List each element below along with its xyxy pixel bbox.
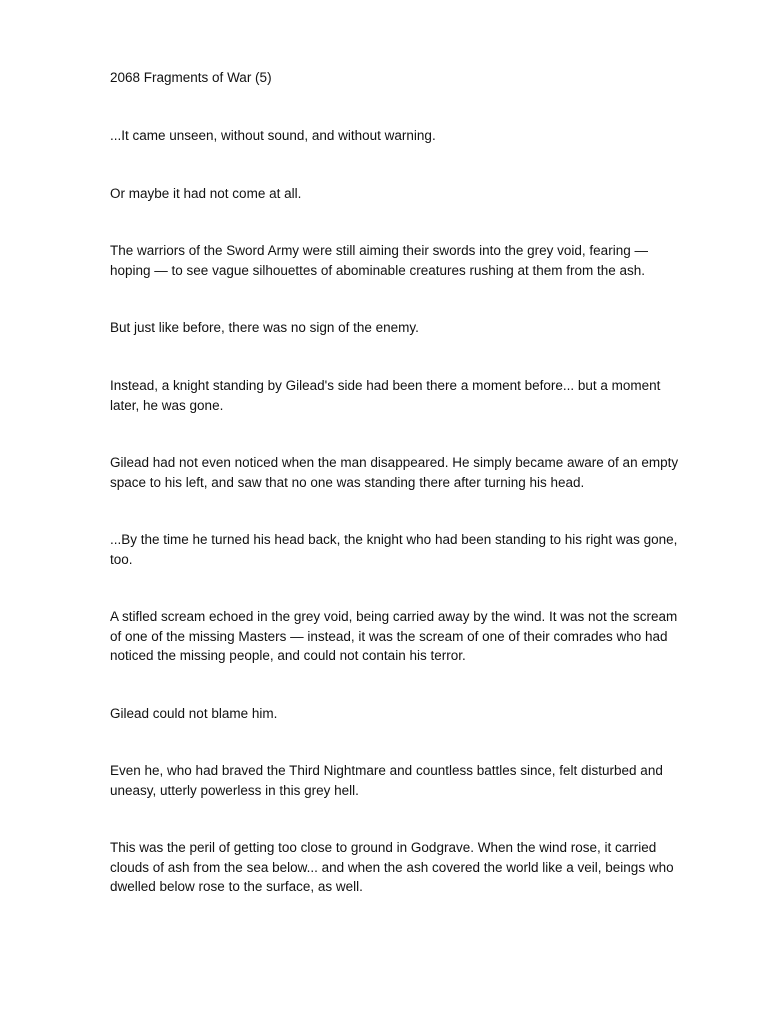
paragraph-line: Gilead had not even noticed when the man disappeared. He simply became aware of an empty [110, 455, 679, 470]
paragraph-line: ...It came unseen, without sound, and without warning. [110, 128, 436, 143]
paragraph-line: dwelled below rose to the surface, as well. [110, 879, 363, 894]
paragraph-5 [110, 376, 720, 415]
paragraph-line: A stifled scream echoed in the grey void, being carried away by the wind. It was not the scream [110, 609, 678, 624]
paragraph-10 [110, 761, 720, 800]
paragraph-line: uneasy, utterly powerless in this grey hell. [110, 782, 359, 798]
paragraph-line: clouds of ash from the sea below... and when the ash covered the world like a veil, beings who [110, 859, 674, 875]
paragraph-line: space to his left, and saw that no one was standing there after turning his head. [110, 474, 585, 490]
paragraph-line: noticed the missing people, and could not contain his terror. [110, 648, 466, 663]
paragraph-2 [110, 184, 720, 204]
paragraph-line: Or maybe it had not come at all. [110, 186, 302, 201]
paragraph-line: The warriors of the Sword Army were still aiming their swords into the grey void, fearing — [110, 243, 648, 258]
paragraph-1 [110, 126, 720, 146]
paragraph-line: later, he was gone. [110, 397, 224, 413]
paragraph-4 [110, 318, 720, 338]
paragraph-7 [110, 530, 720, 569]
paragraph-line: This was the peril of getting too close to ground in Godgrave. When the wind rose, it carried [110, 840, 657, 855]
document-title: 2068 Fragments of War (5) [110, 70, 272, 85]
paragraph-line: ...By the time he turned his head back, the knight who had been standing to his right was gone, [110, 532, 678, 547]
paragraph-3 [110, 241, 720, 280]
paragraph-8 [110, 607, 720, 666]
paragraph-9 [110, 704, 720, 724]
paragraph-line: Gilead could not blame him. [110, 706, 278, 721]
paragraph-line: But just like before, there was no sign of the enemy. [110, 320, 419, 335]
paragraph-6 [110, 453, 720, 492]
paragraph-line: Even he, who had braved the Third Nightmare and countless battles since, felt disturbed and [110, 763, 663, 778]
paragraph-line: hoping — to see vague silhouettes of abominable creatures rushing at them from the ash. [110, 262, 646, 278]
paragraph-line: of one of the missing Masters — instead, it was the scream of one of their comrades who had [110, 628, 668, 644]
paragraph-line: too. [110, 551, 133, 567]
paragraph-11 [110, 838, 720, 897]
paragraph-line: Instead, a knight standing by Gilead's side had been there a moment before... but a moment [110, 378, 661, 393]
